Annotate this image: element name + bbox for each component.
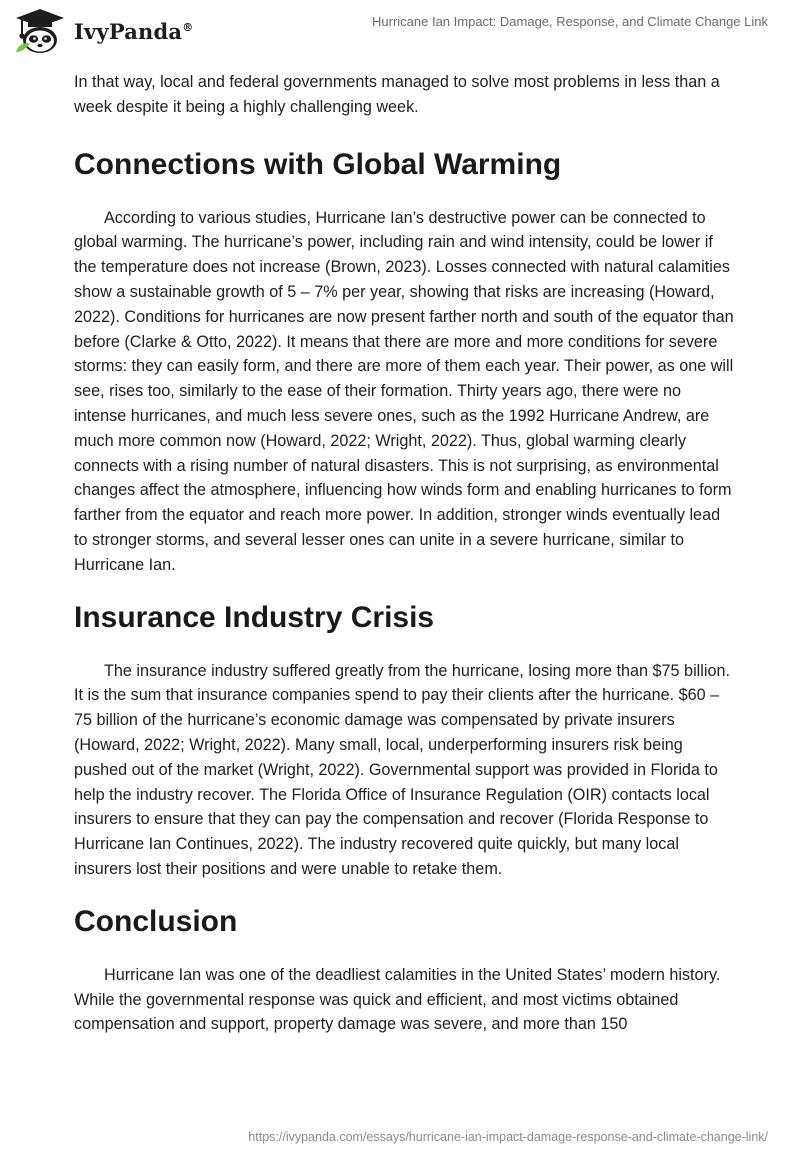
heading-global-warming: Connections with Global Warming <box>74 147 562 181</box>
source-url[interactable]: https://ivypanda.com/essays/hurricane-ian-impact-damage-response-and-climate-change-link/ <box>248 1130 768 1144</box>
logo-text: IvyPanda® <box>74 18 194 44</box>
intro-paragraph: In that way, local and federal governments managed to solve most problems in less than a week despite it being a highly challenging week. <box>74 73 720 116</box>
paragraph-global-warming: According to various studies, Hurricane Ian’s destructive power can be connected to global warming. The hurricane’s power, including rain and wind intensity, could be lower if the temperature does not increase (Brown, 2023). Losses connected with natural calamities show a sustainable growth of 5 – 7% per year, showing that risks are increasing (Howard, 2022). Conditions for hurricanes are now present farther north and south of the equator than before (Clarke & Otto, 2022). It means that there are more and more conditions for severe storms: they can easily form, and there are more of them each year. Their power, as one will see, rises too, similarly to the ease of their formation. Thirty years ago, there were no intense hurricanes, and much less severe ones, such as the 1992 Hurricane Andrew, are much more common now (Howard, 2022; Wright, 2022). Thus, global warming clearly connects with a rising number of natural disasters. This is not surprising, as environmental changes affect the atmosphere, influencing how winds form and enabling hurricanes to form farther from the equator and reach more power. In addition, stronger winds eventually lead to stronger storms, and several lesser ones can unite in a severe hurricane, similar to Hurricane Ian. <box>74 208 734 574</box>
logo[interactable] <box>14 8 193 54</box>
page-header <box>0 0 800 60</box>
heading-insurance-crisis: Insurance Industry Crisis <box>74 600 435 634</box>
paragraph-conclusion: Hurricane Ian was one of the deadliest calamities in the United States’ modern history. While the governmental response was quick and efficient, and most victims obtained compensation and support, property damage was severe, and more than 150 <box>74 965 721 1034</box>
panda-graduate-icon <box>14 8 66 54</box>
heading-conclusion: Conclusion <box>74 904 238 938</box>
paragraph-insurance-crisis: The insurance industry suffered greatly from the hurricane, losing more than $75 billion. It is the sum that insurance companies spend to pay their clients after the hurricane. $60 – 75 billion of the hurricane’s economic damage was compensated by private insurers (Howard, 2022; Wright, 2022). Many small, local, underperforming insurers risk being pushed out of the market (Wright, 2022). Governmental support was provided in Florida to help the industry recover. The Florida Office of Insurance Regulation (OIR) contacts local insurers to ensure that they can pay the compensation and recover (Florida Response to Hurricane Ian Continues, 2022). The industry recovered quite quickly, but many local insurers lost their positions and were unable to retake them. <box>74 661 730 878</box>
document-title: Hurricane Ian Impact: Damage, Response, and Climate Change Link <box>372 14 768 29</box>
article-body <box>74 70 734 1037</box>
